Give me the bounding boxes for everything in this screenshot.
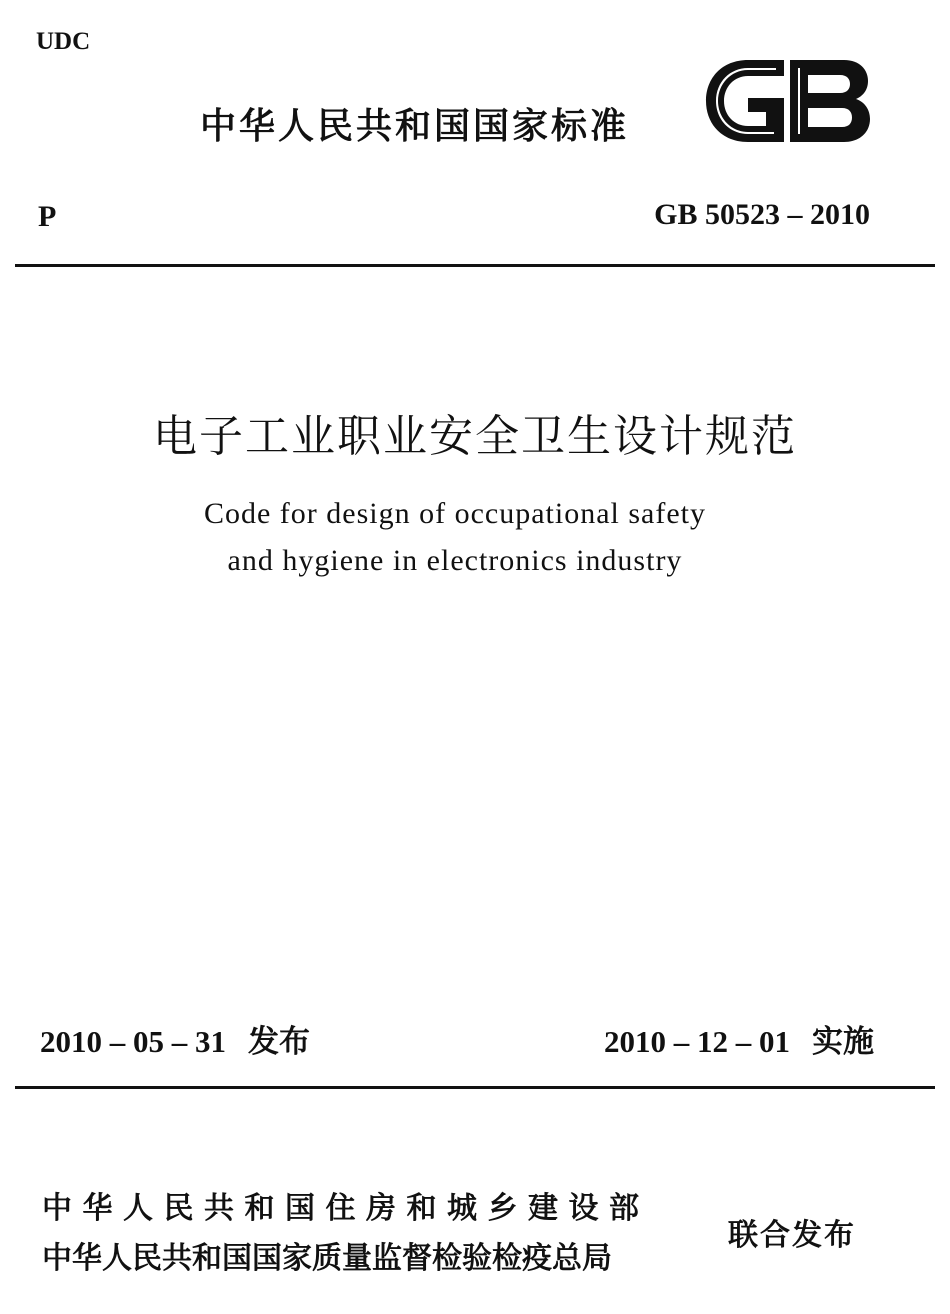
classification-code: P — [38, 200, 57, 233]
issuing-authorities — [42, 1184, 650, 1284]
effective-date-line — [604, 1016, 874, 1061]
issuer-quality-administration: 中华人民共和国国家质量监督检验检疫总局 — [42, 1241, 612, 1276]
joint-issue-label: 联合发布 — [728, 1218, 856, 1253]
document-title-english — [0, 490, 910, 584]
issue-label: 发布 — [248, 1024, 310, 1060]
gb-logo — [704, 58, 872, 144]
udc-label: UDC — [36, 28, 91, 55]
english-title-line-1: Code for design of occupational safety — [203, 497, 707, 530]
issue-date: 2010 – 05 – 31 — [40, 1024, 226, 1059]
standard-number: GB 50523 – 2010 — [654, 198, 870, 231]
national-standard-heading: 中华人民共和国国家标准 — [200, 106, 630, 147]
top-divider — [15, 264, 935, 267]
issuer-ministry-housing: 中华人民共和国住房和城乡建设部 — [42, 1191, 650, 1226]
effective-label: 实施 — [812, 1024, 874, 1060]
bottom-divider — [15, 1086, 935, 1089]
document-title-chinese: 电子工业职业安全卫生设计规范 — [153, 411, 797, 462]
english-title-line-2: and hygiene in electronics industry — [227, 544, 683, 577]
issue-date-line — [40, 1016, 310, 1061]
effective-date: 2010 – 12 – 01 — [604, 1024, 790, 1059]
